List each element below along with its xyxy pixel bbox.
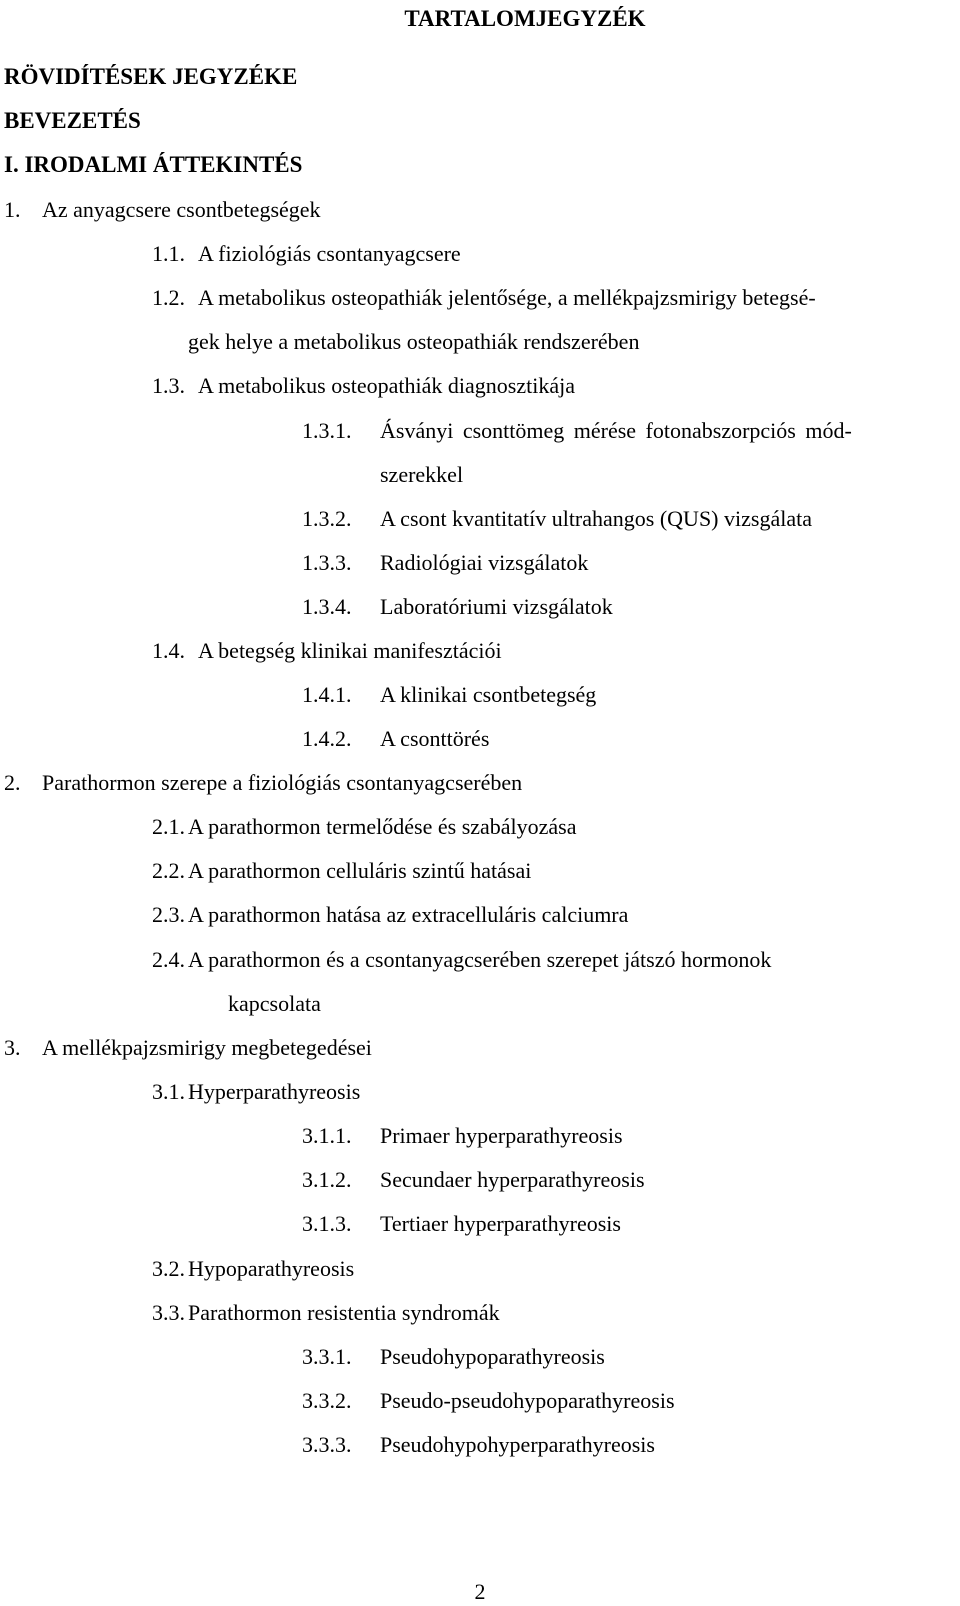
toc-entry — [152, 636, 502, 666]
entry-number: 1. — [4, 197, 21, 222]
heading-abbreviations: RÖVIDÍTÉSEK JEGYZÉKE — [4, 64, 298, 89]
entry-text: A metabolikus osteopathiák diagnosztikája — [198, 373, 575, 398]
toc-entry — [4, 1033, 372, 1063]
entry-text: Pseudo-pseudohypoparathyreosis — [380, 1388, 675, 1413]
entry-text: A parathormon és a csontanyagcserében szerepet játszó hormonok — [188, 947, 772, 972]
toc-entry — [4, 768, 522, 798]
entry-text: Pseudohypoparathyreosis — [380, 1344, 605, 1369]
toc-entry-continuation — [380, 460, 463, 490]
entry-number: 1.4.2. — [302, 726, 352, 751]
toc-entry — [4, 195, 321, 225]
entry-number: 3.3.2. — [302, 1388, 352, 1413]
toc-entry — [152, 945, 771, 975]
entry-text: kapcsolata — [228, 991, 321, 1016]
entry-text: A csont kvantitatív ultrahangos (QUS) vizsgálata — [380, 506, 812, 531]
entry-number: 1.1. — [152, 241, 185, 266]
entry-number: 1.3. — [152, 373, 185, 398]
entry-number: 3.3.3. — [302, 1432, 352, 1457]
entry-number: 3.2. — [152, 1256, 185, 1281]
toc-entry — [302, 1121, 623, 1151]
entry-number: 2. — [4, 770, 21, 795]
toc-entry — [302, 504, 812, 534]
entry-text: Laboratóriumi vizsgálatok — [380, 594, 613, 619]
entry-number: 3.1. — [152, 1079, 185, 1104]
toc-entry — [152, 239, 461, 269]
entry-text: A fiziológiás csontanyagcsere — [198, 241, 461, 266]
entry-number: 3.1.3. — [302, 1211, 352, 1236]
entry-text: A parathormon celluláris szintű hatásai — [188, 858, 532, 883]
toc-entry-continuation — [228, 989, 321, 1019]
entry-text: Tertiaer hyperparathyreosis — [380, 1211, 621, 1236]
heading-introduction: BEVEZETÉS — [4, 108, 141, 133]
toc-entry — [152, 1254, 354, 1284]
entry-number: 2.4. — [152, 947, 185, 972]
entry-text: A csonttörés — [380, 726, 490, 751]
entry-text: A parathormon hatása az extracelluláris calciumra — [188, 902, 629, 927]
toc-entry — [152, 1077, 360, 1107]
entry-number: 1.4. — [152, 638, 185, 663]
toc-entry — [302, 1165, 645, 1195]
entry-text: Primaer hyperparathyreosis — [380, 1123, 623, 1148]
entry-text: Ásványi csonttömeg mérése fotonabszorpciós mód- — [380, 418, 852, 443]
entry-number: 3.1.2. — [302, 1167, 352, 1192]
heading-literature-review: I. IRODALMI ÁTTEKINTÉS — [4, 152, 303, 177]
entry-number: 2.2. — [152, 858, 185, 883]
toc-entry — [152, 283, 816, 313]
page-number: 2 — [474, 1579, 486, 1604]
toc-entry — [152, 856, 531, 886]
entry-number: 1.3.4. — [302, 594, 352, 619]
entry-text: Parathormon resistentia syndromák — [188, 1300, 500, 1325]
entry-text: A klinikai csontbetegség — [380, 682, 597, 707]
entry-text: Hyperparathyreosis — [188, 1079, 361, 1104]
toc-entry — [302, 1430, 655, 1460]
toc-entry — [302, 680, 596, 710]
toc-entry — [302, 592, 613, 622]
entry-text: szerekkel — [380, 462, 464, 487]
toc-entry — [152, 900, 628, 930]
entry-text: A parathormon termelődése és szabályozása — [188, 814, 577, 839]
entry-text: Hypoparathyreosis — [188, 1256, 355, 1281]
toc-entry — [152, 371, 575, 401]
entry-number: 1.2. — [152, 285, 185, 310]
toc-entry — [152, 812, 577, 842]
entry-text: Pseudohypohyperparathyreosis — [380, 1432, 655, 1457]
entry-number: 1.3.3. — [302, 550, 352, 575]
toc-entry-continuation — [188, 327, 639, 357]
entry-number: 3.3. — [152, 1300, 185, 1325]
toc-entry — [302, 1342, 605, 1372]
entry-number: 1.4.1. — [302, 682, 352, 707]
toc-entry — [152, 1298, 500, 1328]
toc-entry — [302, 724, 489, 754]
entry-number: 3. — [4, 1035, 21, 1060]
entry-text: Parathormon szerepe a fiziológiás csontanyagcserében — [42, 770, 523, 795]
entry-text: A mellékpajzsmirigy megbetegedései — [42, 1035, 372, 1060]
entry-number: 1.3.1. — [302, 418, 352, 443]
entry-number: 2.3. — [152, 902, 185, 927]
toc-entry — [302, 1209, 621, 1239]
toc-entry — [302, 416, 852, 446]
entry-text: A betegség klinikai manifesztációi — [198, 638, 502, 663]
entry-number: 3.1.1. — [302, 1123, 352, 1148]
toc-entry — [302, 548, 588, 578]
toc-entry — [302, 1386, 675, 1416]
entry-number: 2.1. — [152, 814, 185, 839]
entry-text: Secundaer hyperparathyreosis — [380, 1167, 645, 1192]
entry-text: Az anyagcsere csontbetegségek — [42, 197, 321, 222]
entry-number: 3.3.1. — [302, 1344, 352, 1369]
entry-number: 1.3.2. — [302, 506, 352, 531]
entry-text: Radiológiai vizsgálatok — [380, 550, 589, 575]
entry-text: A metabolikus osteopathiák jelentősége, a mellékpajzsmirigy betegsé- — [198, 285, 816, 310]
page-title: TARTALOMJEGYZÉK — [404, 6, 646, 31]
entry-text: gek helye a metabolikus osteopathiák rendszerében — [188, 329, 640, 354]
